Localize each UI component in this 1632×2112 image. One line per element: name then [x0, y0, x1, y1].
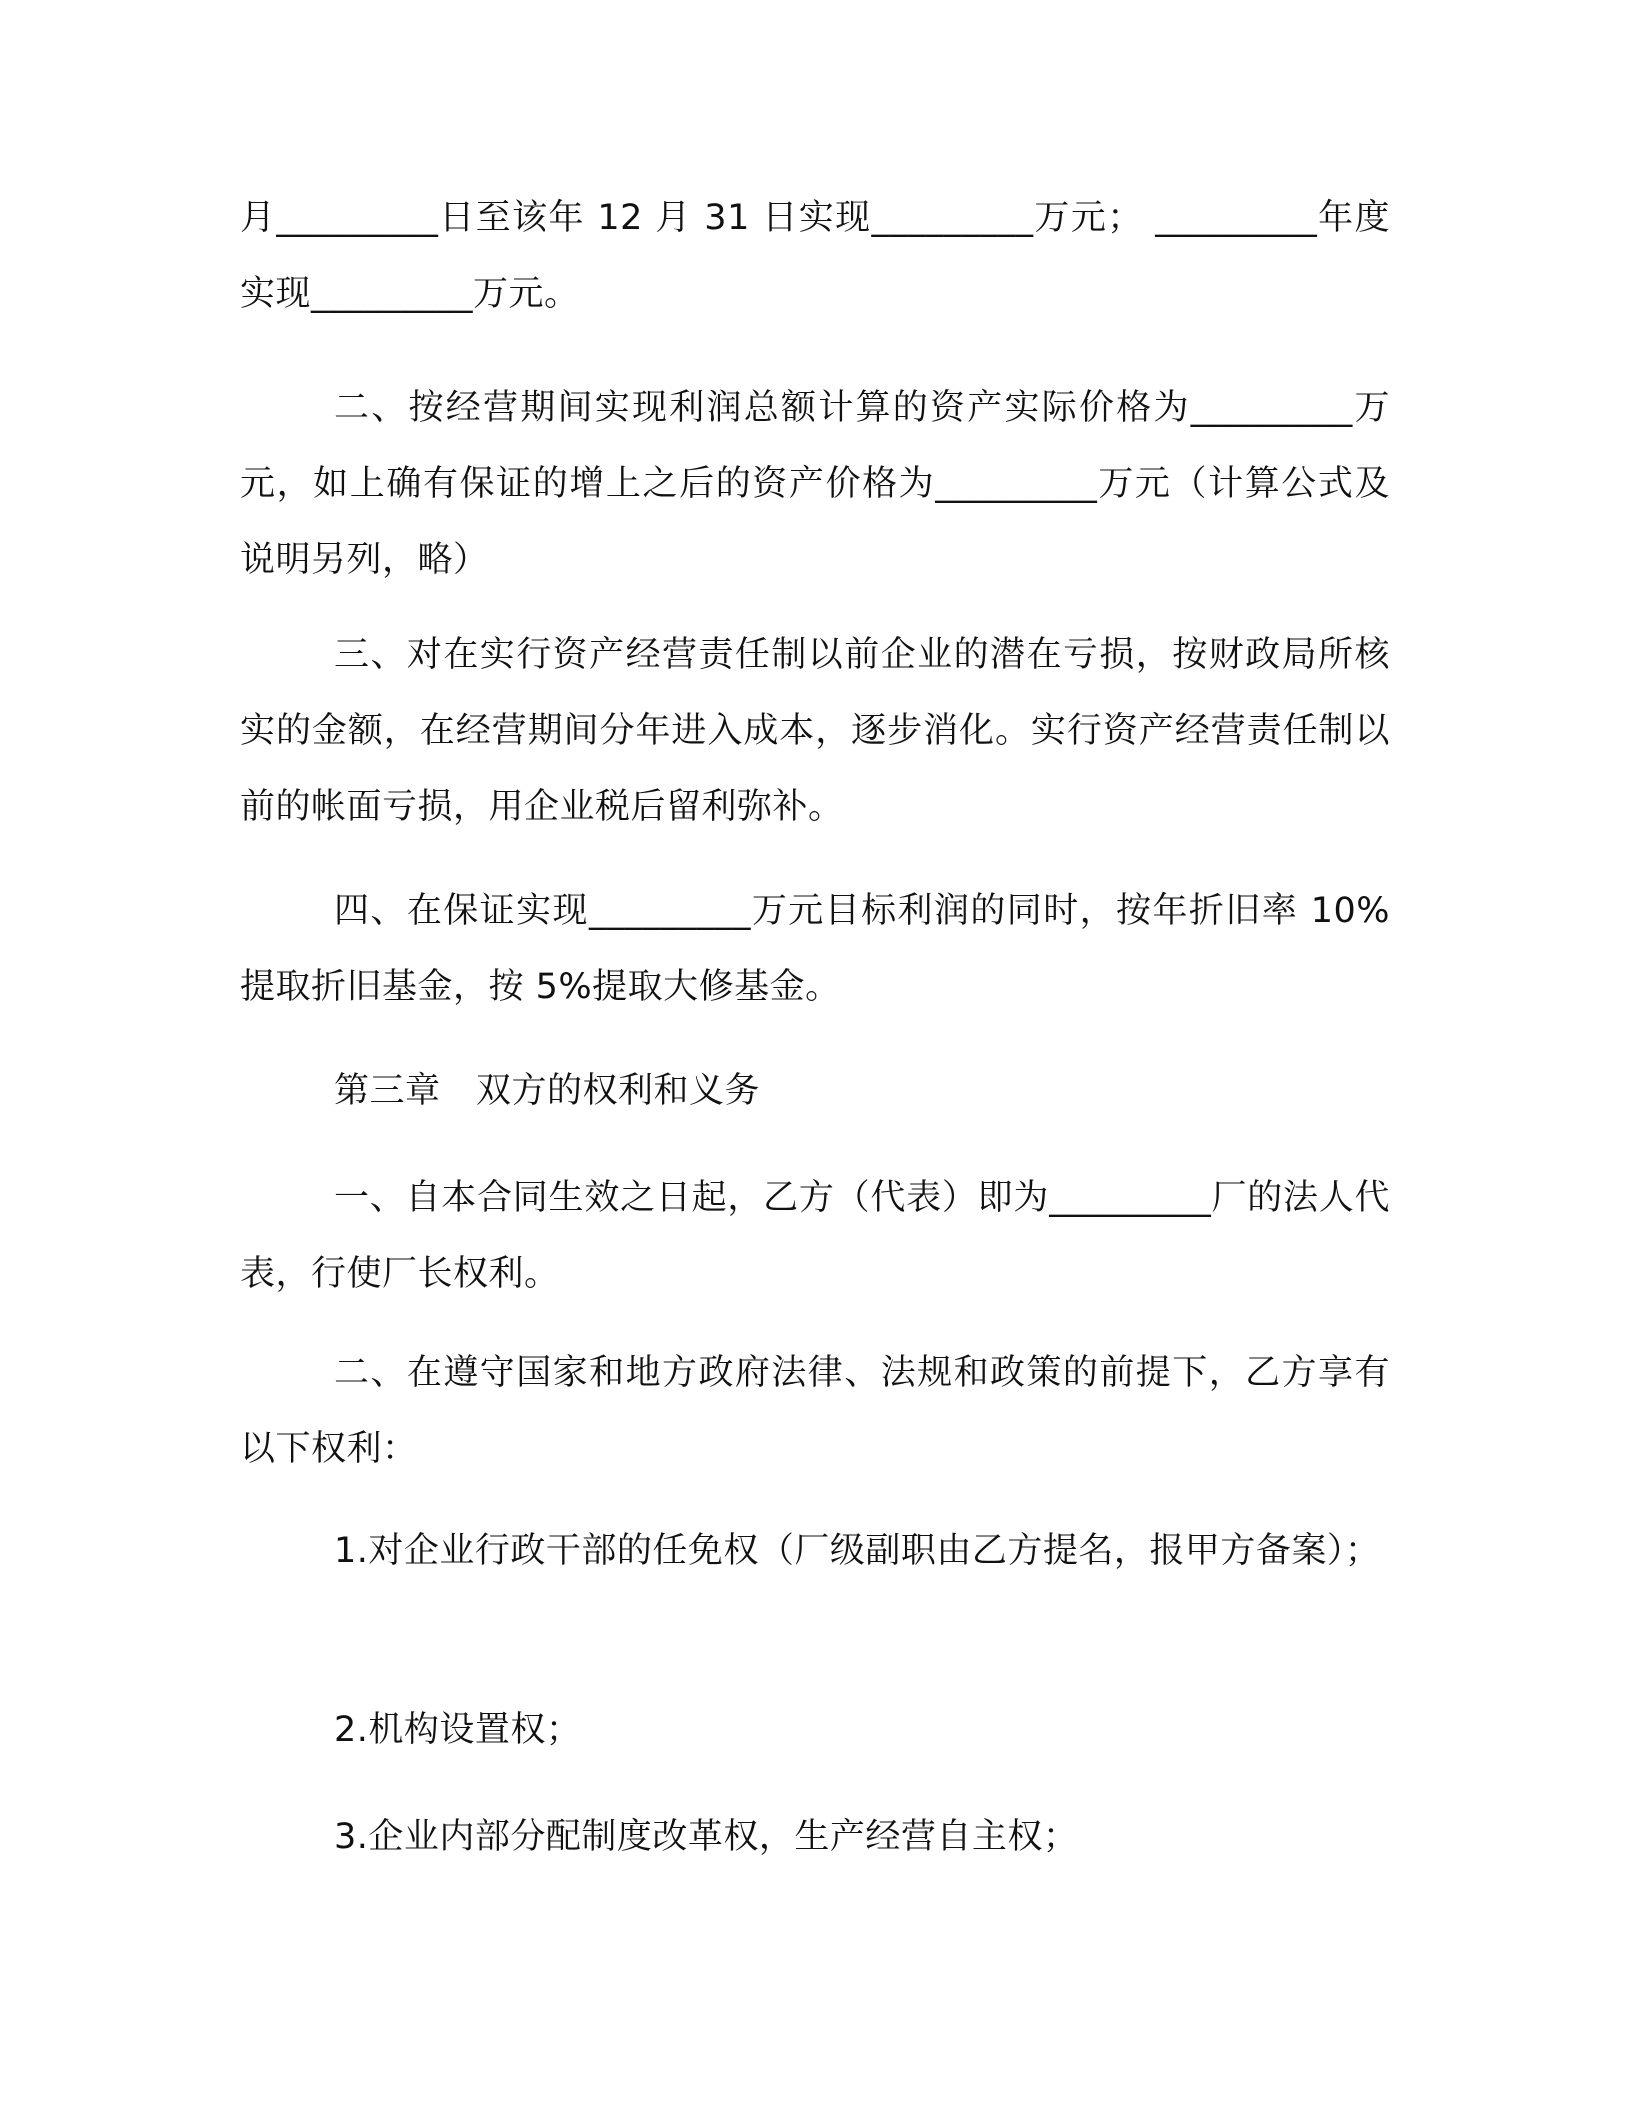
paragraph-legal-representative: 一、自本合同生效之日起，乙方（代表）即为_________厂的法人代表，行使厂长权利。	[240, 1178, 1390, 1294]
paragraph-asset-price: 二、按经营期间实现利润总额计算的资产实际价格为_________万元，如上确有保证的增上之后的资产价格为_________万元（计算公式及说明另列，略）	[240, 388, 1390, 580]
list-item-appointment-right: 1.对企业行政干部的任免权（厂级副职由乙方提名，报甲方备案）；	[334, 1531, 1381, 1571]
paragraph-profit-schedule: 月_________日至该年 12 月 31 日实现_________万元； _________年度实现_________万元。	[240, 198, 1390, 314]
paragraph-depreciation: 四、在保证实现_________万元目标利润的同时，按年折旧率 10%提取折旧基金，按 5%提取大修基金。	[240, 891, 1390, 1007]
list-item-organization-right: 2.机构设置权；	[334, 1710, 582, 1750]
list-item-distribution-right: 3.企业内部分配制度改革权，生产经营自主权；	[334, 1817, 1079, 1857]
paragraph-potential-loss: 三、对在实行资产经营责任制以前企业的潜在亏损，按财政局所核实的金额，在经营期间分年进入成本，逐步消化。实行资产经营责任制以前的帐面亏损，用企业税后留利弥补。	[240, 635, 1390, 827]
paragraph-rights-intro: 二、在遵守国家和地方政府法律、法规和政策的前提下，乙方享有以下权利：	[240, 1353, 1390, 1469]
chapter-heading: 第三章 双方的权利和义务	[334, 1071, 761, 1111]
